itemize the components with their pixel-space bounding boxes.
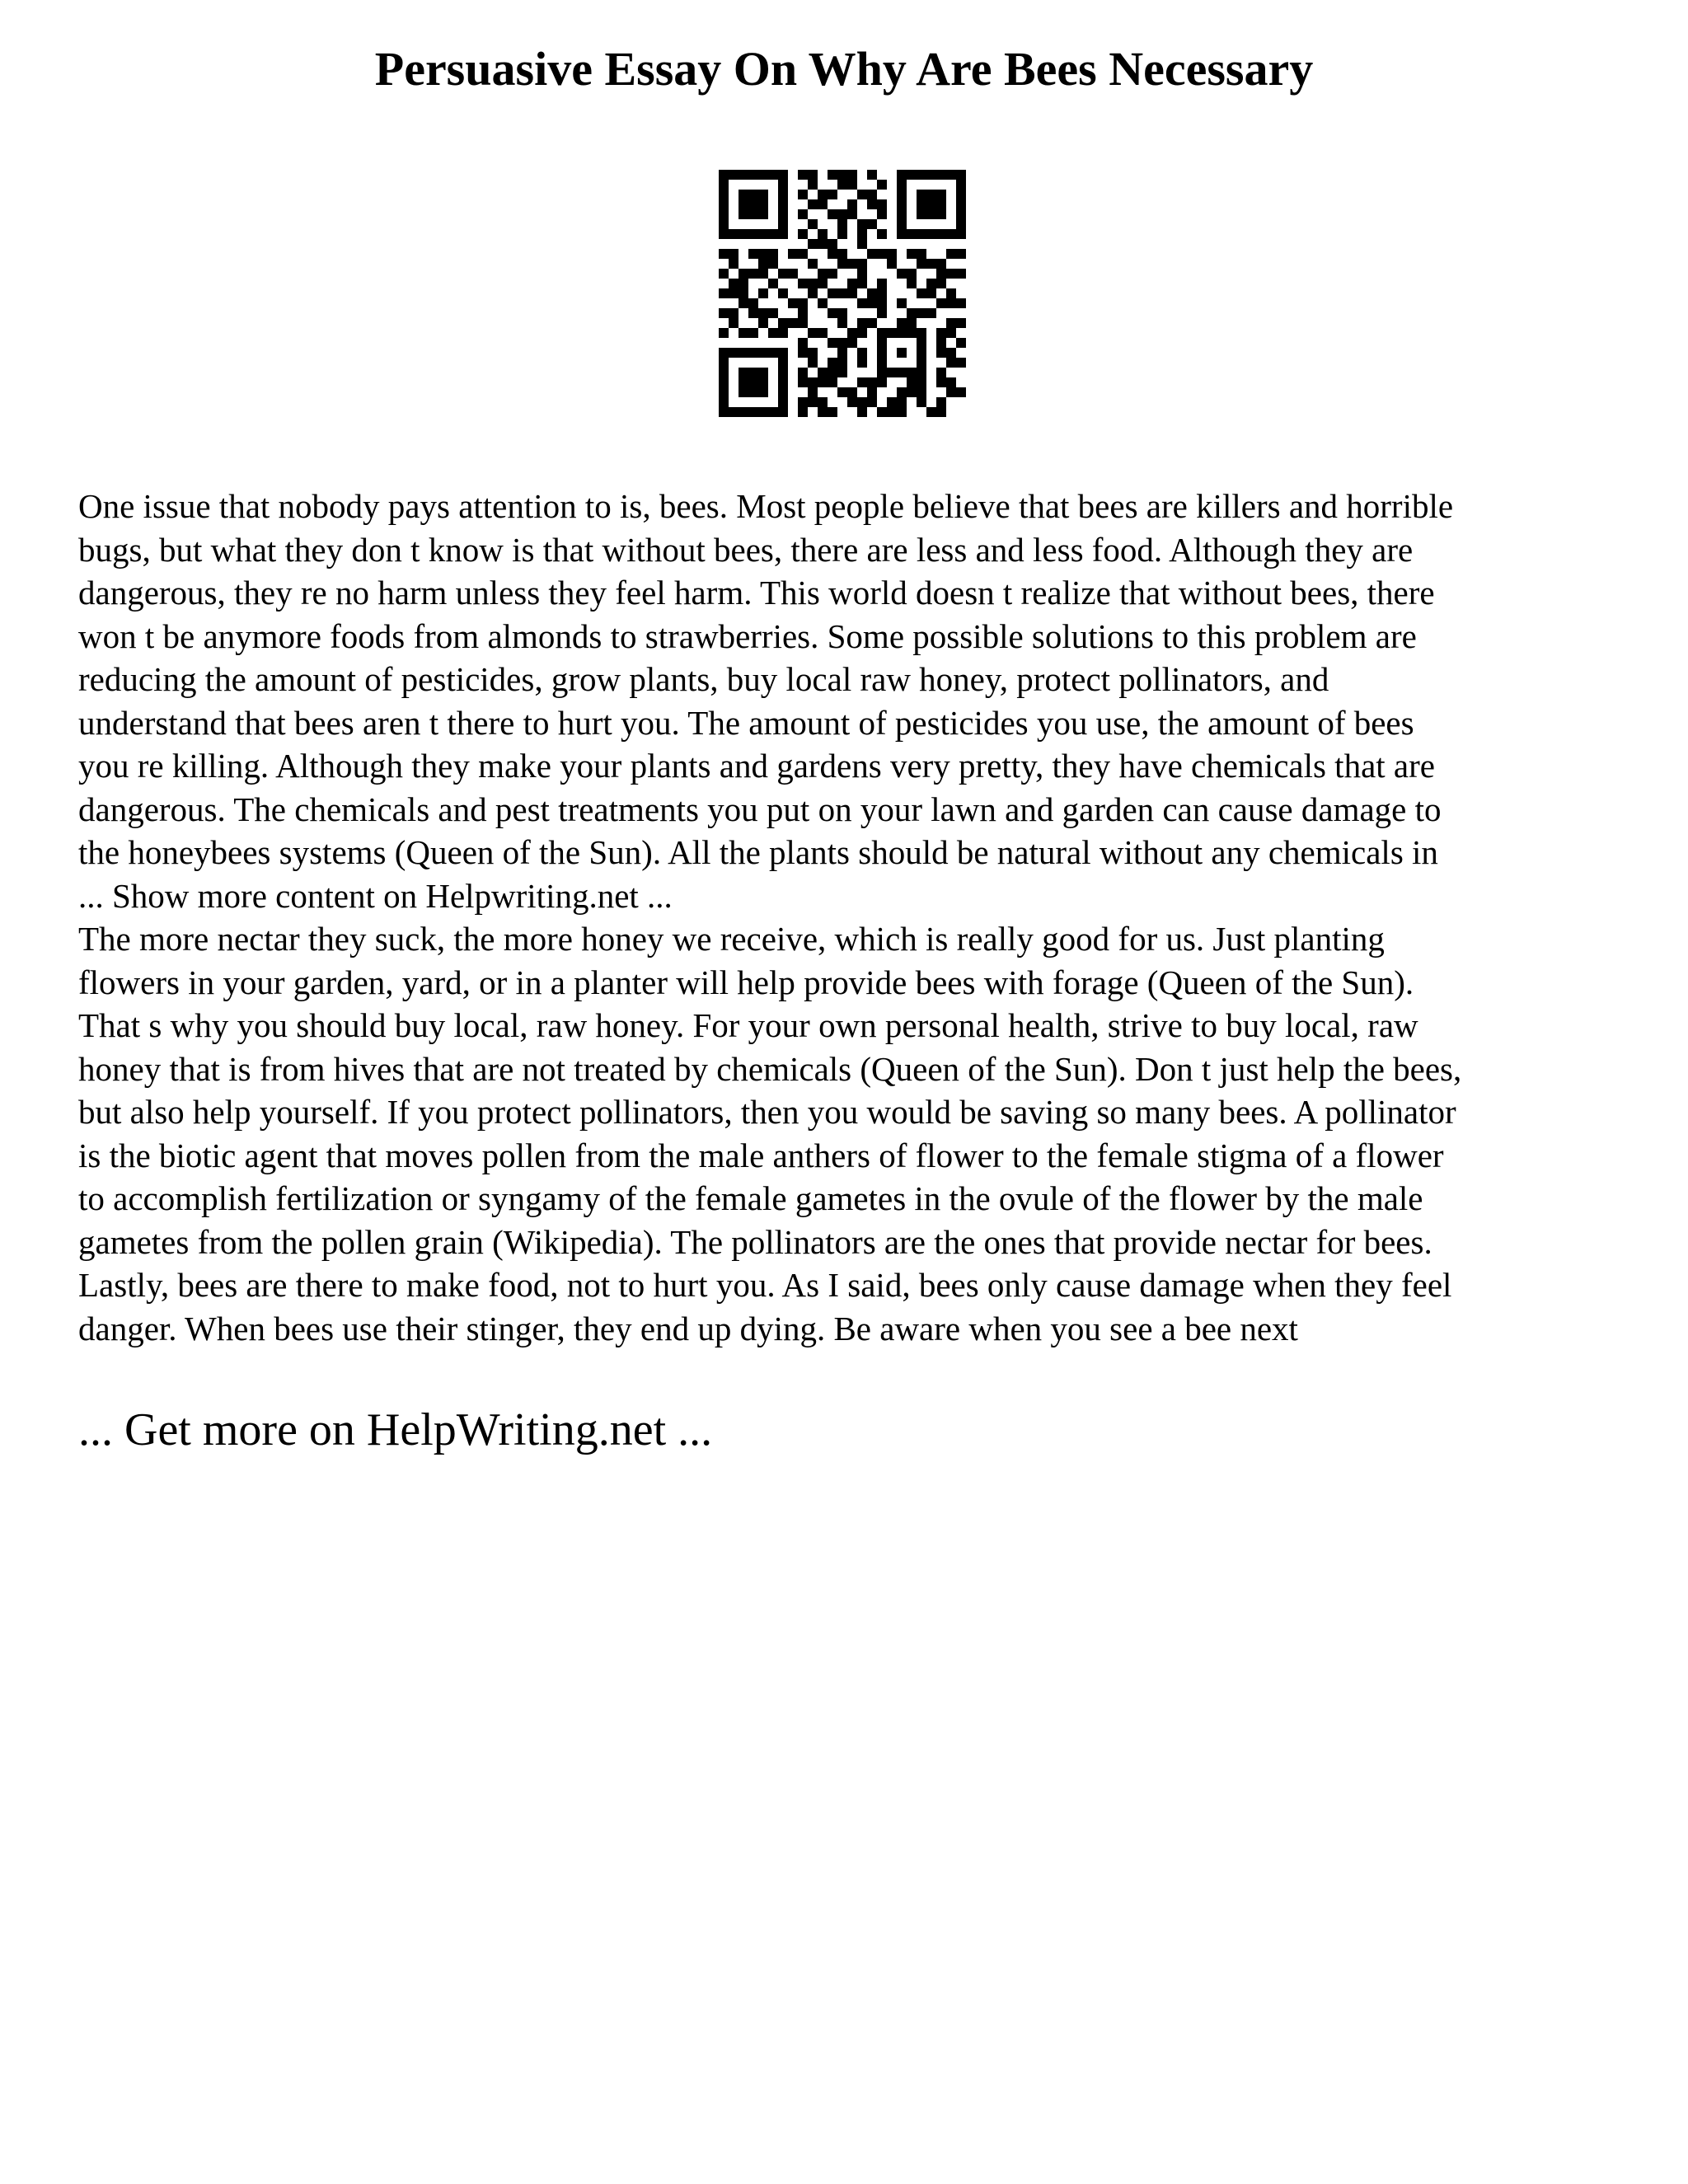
essay-body: [78, 485, 1628, 1350]
page-title: Persuasive Essay On Why Are Bees Necessary: [374, 42, 1314, 96]
paragraph-2-line: to accomplish fertilization or syngamy of the female gametes in the ovule of the flower by the male: [78, 1179, 1423, 1217]
paragraph-1-line: dangerous. The chemicals and pest treatments you put on your lawn and garden can cause damage to: [78, 790, 1442, 828]
paragraph-2-line: but also help yourself. If you protect pollinators, then you would be saving so many bees. A pollinator: [78, 1093, 1456, 1131]
paragraph-2-line: The more nectar they suck, the more honey we receive, which is really good for us. Just planting: [78, 920, 1385, 958]
paragraph-1-line: reducing the amount of pesticides, grow plants, buy local raw honey, protect pollinators, and: [78, 660, 1329, 698]
qr-code-icon: [719, 170, 966, 417]
paragraph-1-line: bugs, but what they don t know is that without bees, there are less and less food. Although they are: [78, 530, 1414, 569]
paragraph-2-line: danger. When bees use their stinger, they end up dying. Be aware when you see a bee next: [78, 1309, 1298, 1347]
essay-paragraph-1: [78, 485, 1628, 917]
paragraph-1-line: dangerous, they re no harm unless they feel harm. This world doesn t realize that without bees, there: [78, 574, 1435, 612]
paragraph-1-line: One issue that nobody pays attention to is, bees. Most people believe that bees are killers and horrible: [78, 487, 1454, 525]
paragraph-1-line: ... Show more content on Helpwriting.net ...: [78, 876, 673, 915]
paragraph-2-line: flowers in your garden, yard, or in a planter will help provide bees with forage (Queen of the Sun).: [78, 963, 1414, 1001]
paragraph-2-line: That s why you should buy local, raw honey. For your own personal health, strive to buy local, raw: [78, 1006, 1418, 1044]
paragraph-1-line: the honeybees systems (Queen of the Sun). All the plants should be natural without any chemicals in: [78, 833, 1438, 871]
paragraph-2-line: is the biotic agent that moves pollen from the male anthers of flower to the female stigma of a flower: [78, 1136, 1444, 1174]
paragraph-2-line: Lastly, bees are there to make food, not to hurt you. As I said, bees only cause damage when they feel: [78, 1266, 1452, 1304]
paragraph-1-line: won t be anymore foods from almonds to strawberries. Some possible solutions to this problem are: [78, 616, 1417, 655]
essay-paragraph-2: [78, 917, 1628, 1350]
paragraph-1-line: you re killing. Although they make your plants and gardens very pretty, they have chemicals that are: [78, 747, 1435, 785]
paragraph-1-line: understand that bees aren t there to hurt you. The amount of pesticides you use, the amount of bees: [78, 703, 1414, 742]
qr-code-graphic: [719, 170, 966, 417]
paragraph-2-line: gametes from the pollen grain (Wikipedia). The pollinators are the ones that provide nectar for bees.: [78, 1222, 1432, 1261]
paragraph-2-line: honey that is from hives that are not treated by chemicals (Queen of the Sun). Don t just help the bees,: [78, 1049, 1462, 1088]
get-more-link[interactable]: ... Get more on HelpWriting.net ...: [78, 1404, 713, 1455]
